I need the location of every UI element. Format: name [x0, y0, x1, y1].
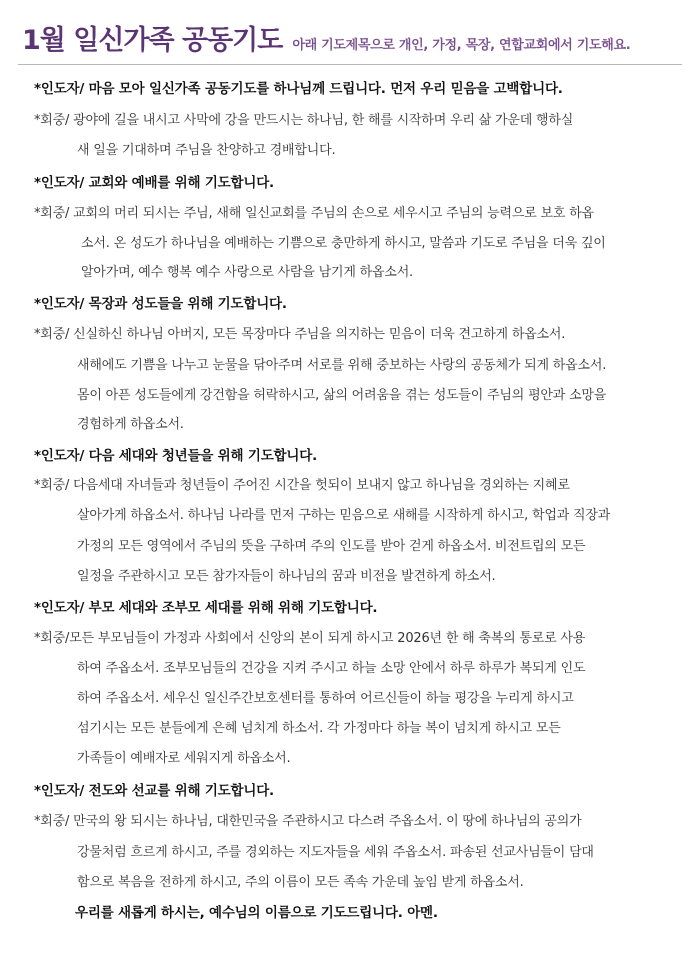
- page-header: [22, 18, 690, 58]
- congregation-line: 살아가게 하옵소서. 하나님 나라를 먼저 구하는 믿음으로 새해를 시작하게 하시고, 학업과 직장과: [77, 508, 611, 523]
- congregation-line: 알아가며, 예수 행복 예수 사랑으로 사람을 남기게 하옵소서.: [81, 265, 413, 280]
- leader-line: *인도자/ 마음 모아 일신가족 공동기도를 하나님께 드립니다. 먼저 우리 믿음을 고백합니다.: [34, 81, 563, 97]
- congregation-line: 섬기시는 모든 분들에게 은혜 넘치게 하소서. 각 가정마다 하늘 복이 넘치게 하시고 모든: [77, 721, 561, 736]
- congregation-line: 일정을 주관하시고 모든 참가자들이 하나님의 꿈과 비전을 발견하게 하소서.: [77, 569, 496, 584]
- congregation-line: *회중/ 교회의 머리 되시는 주님, 새해 일신교회를 주님의 손으로 세우시고 주님의 능력으로 보호 하옵: [34, 206, 594, 221]
- leader-line: *인도자/ 전도와 선교를 위해 기도합니다.: [34, 783, 274, 799]
- leader-line: *인도자/ 교회와 예배를 위해 기도합니다.: [34, 175, 274, 191]
- congregation-line: *회중/ 광야에 길을 내시고 사막에 강을 만드시는 하나님, 한 해를 시작하며 우리 삶 가운데 행하실: [34, 113, 574, 128]
- congregation-line: 소서. 온 성도가 하나님을 예배하는 기쁨으로 충만하게 하시고, 말씀과 기도로 주님을 더욱 깊이: [81, 236, 606, 251]
- congregation-line: *회중/ 다음세대 자녀들과 청년들이 주어진 시간을 헛되이 보내지 않고 하나님을 경외하는 지혜로: [34, 478, 570, 493]
- congregation-line: 가족들이 예배자로 세워지게 하옵소서.: [77, 751, 291, 766]
- congregation-line: 강물처럼 흐르게 하시고, 주를 경외하는 지도자들을 세워 주옵소서. 파송된 선교사님들이 담대: [77, 845, 594, 860]
- header-divider: [18, 64, 682, 65]
- congregation-line: 새해에도 기쁨을 나누고 눈물을 닦아주며 서로를 위해 중보하는 사랑의 공동체가 되게 하옵소서.: [77, 358, 607, 373]
- congregation-line: *회중/ 신실하신 하나님 아버지, 모든 목장마다 주님을 의지하는 믿음이 더욱 견고하게 하옵소서.: [34, 327, 566, 342]
- congregation-line: 새 일을 기대하며 주님을 찬양하고 경배합니다.: [77, 143, 336, 158]
- leader-line: *인도자/ 다음 세대와 청년들을 위해 기도합니다.: [34, 448, 317, 464]
- congregation-line: 하여 주옵소서. 세우신 일신주간보호센터를 통하여 어르신들이 하늘 평강을 누리게 하시고: [77, 691, 574, 706]
- congregation-line: 몸이 아픈 성도들에게 강건함을 허락하시고, 삶의 어려움을 겪는 성도들이 주님의 평안과 소망을: [77, 388, 607, 403]
- congregation-line: *회중/모든 부모님들이 가정과 사회에서 신앙의 본이 되게 하시고 2026년 한 해 축복의 통로로 사용: [34, 631, 586, 646]
- congregation-line: 가정의 모든 영역에서 주님의 뜻을 구하며 주의 인도를 받아 걷게 하옵소서. 비전트립의 모든: [77, 539, 586, 554]
- congregation-line: *회중/ 만국의 왕 되시는 하나님, 대한민국을 주관하시고 다스려 주옵소서. 이 땅에 하나님의 공의가: [34, 814, 582, 829]
- leader-line: *인도자/ 부모 세대와 조부모 세대를 위해 위해 기도합니다.: [34, 600, 378, 616]
- closing-prayer: 우리를 새롭게 하시는, 예수님의 이름으로 기도드립니다. 아멘.: [75, 905, 438, 921]
- congregation-line: 함으로 복음을 전하게 하시고, 주의 이름이 모든 족속 가운데 높임 받게 하옵소서.: [77, 875, 524, 890]
- congregation-line: 하여 주옵소서. 조부모님들의 건강을 지켜 주시고 하늘 소망 안에서 하루 하루가 복되게 인도: [77, 661, 586, 676]
- page-title: 1월 일신가족 공동기도: [22, 25, 283, 56]
- congregation-line: 경험하게 하옵소서.: [77, 417, 184, 432]
- page-subtitle: 아래 기도제목으로 개인, 가정, 목장, 연합교회에서 기도해요.: [292, 38, 631, 53]
- leader-line: *인도자/ 목장과 성도들을 위해 기도합니다.: [34, 296, 287, 312]
